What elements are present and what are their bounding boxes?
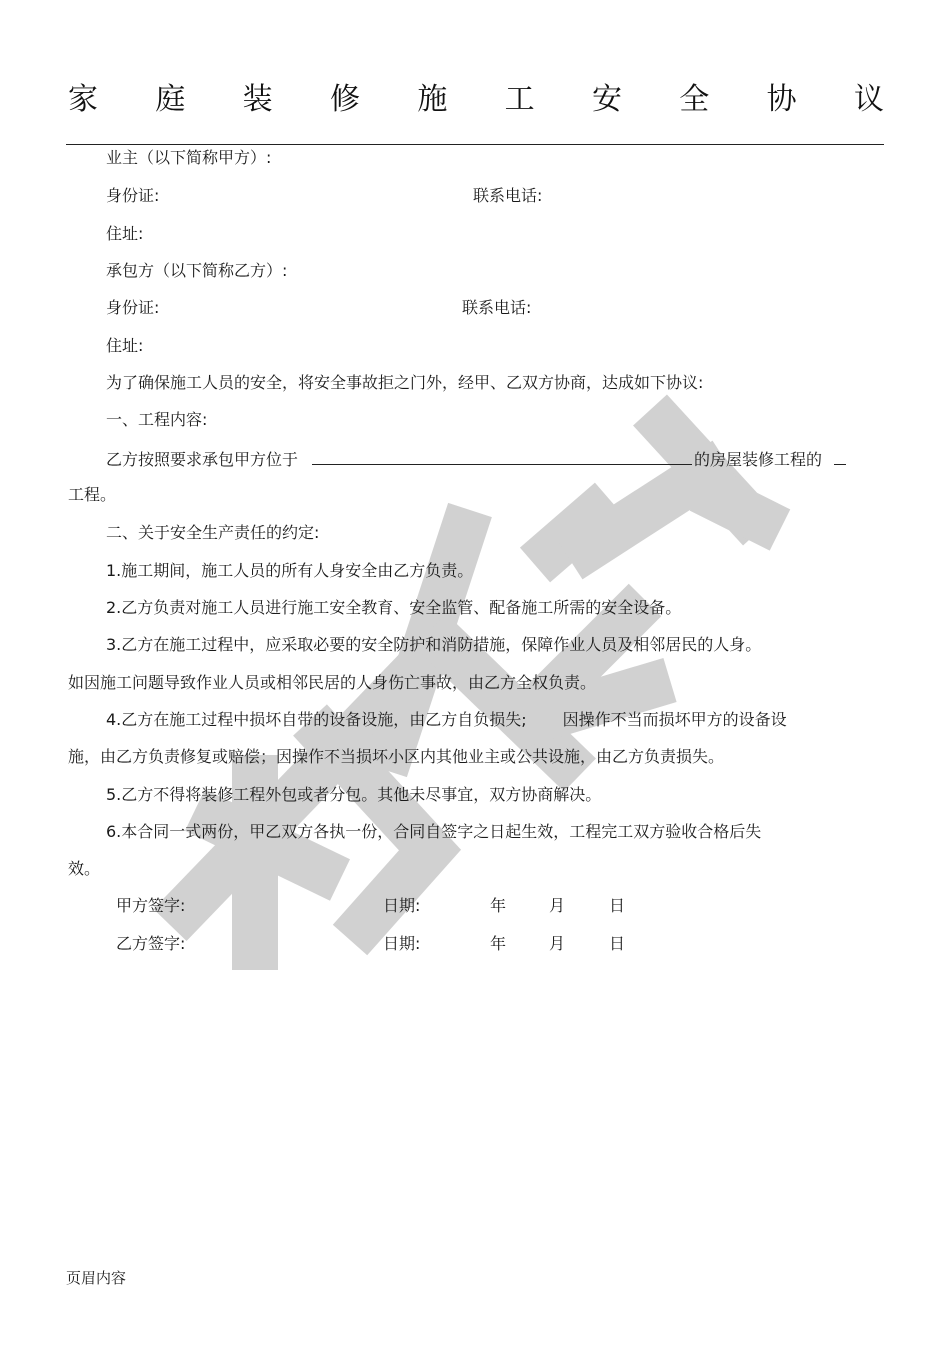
clause-4-line2: 施，由乙方负责修复或赔偿；因操作不当损坏小区内其他业主或公共设施，由乙方负责损失。 xyxy=(68,747,725,766)
contractor-label: 承包方（以下简称乙方）: xyxy=(106,261,288,280)
clause-5: 5.乙方不得将装修工程外包或者分包。其他未尽事宜，双方协商解决。 xyxy=(106,785,602,804)
clause-1: 1.施工期间，施工人员的所有人身安全由乙方负责。 xyxy=(106,561,474,580)
owner-phone-label: 联系电话: xyxy=(473,186,543,205)
section2-heading: 二、关于安全生产责任的约定: xyxy=(106,523,320,542)
project-continuation: 工程。 xyxy=(68,485,117,504)
title-char: 修 xyxy=(329,82,360,117)
clause-4-line1 xyxy=(106,708,787,732)
title-char: 议 xyxy=(853,82,884,117)
clause-2: 2.乙方负责对施工人员进行施工安全教育、安全监管、配备施工所需的安全设备。 xyxy=(106,598,682,617)
document-title xyxy=(68,80,884,120)
section1-heading: 一、工程内容: xyxy=(106,410,208,429)
owner-label: 业主（以下简称甲方）: xyxy=(106,148,272,167)
title-char: 协 xyxy=(766,82,797,117)
title-char: 庭 xyxy=(155,82,186,117)
contractor-id-label: 身份证: xyxy=(106,298,160,317)
owner-address-label: 住址: xyxy=(106,224,144,243)
party-a-year: 年 xyxy=(490,896,507,915)
project-location-suffix: 的房屋装修工程的 xyxy=(694,450,823,469)
party-b-year: 年 xyxy=(490,934,507,953)
clause-6-line2: 效。 xyxy=(68,859,101,878)
clause-6-line1: 6.本合同一式两份，甲乙双方各执一份，合同自签字之日起生效，工程完工双方验收合格后失 xyxy=(106,822,762,841)
clause-3-line2: 如因施工问题导致作业人员或相邻民居的人身伤亡事故，由乙方全权负责。 xyxy=(68,673,597,692)
clause-3-line1: 3.乙方在施工过程中，应采取必要的安全防护和消防措施，保障作业人员及相邻居民的人身。 xyxy=(106,635,762,654)
project-location-blank[interactable] xyxy=(312,446,692,465)
party-a-day: 日 xyxy=(609,896,626,915)
title-divider xyxy=(66,144,884,145)
party-b-month: 月 xyxy=(549,934,566,953)
title-char: 安 xyxy=(591,82,622,117)
clause-4-part-a: 4.乙方在施工过程中损坏自带的设备设施，由乙方自负损失; xyxy=(106,710,527,729)
project-location-prefix: 乙方按照要求承包甲方位于 xyxy=(106,450,299,469)
title-char: 家 xyxy=(68,82,98,117)
project-location-line xyxy=(106,446,846,472)
party-a-date-label: 日期: xyxy=(383,896,421,915)
title-char: 装 xyxy=(242,82,273,117)
contractor-phone-label: 联系电话: xyxy=(462,298,532,317)
title-char: 工 xyxy=(504,82,535,117)
owner-id-label: 身份证: xyxy=(106,186,160,205)
party-b-day: 日 xyxy=(609,934,626,953)
page-footer: 页眉内容 xyxy=(66,1269,127,1287)
party-b-date-label: 日期: xyxy=(383,934,421,953)
clause-4-part-b: 因操作不当而损坏甲方的设备设 xyxy=(562,710,787,729)
title-char: 全 xyxy=(679,82,710,117)
party-b-signature-label: 乙方签字: xyxy=(116,934,186,953)
intro-paragraph: 为了确保施工人员的安全，将安全事故拒之门外，经甲、乙双方协商，达成如下协议: xyxy=(106,373,704,392)
contractor-address-label: 住址: xyxy=(106,336,144,355)
party-a-month: 月 xyxy=(549,896,566,915)
party-a-signature-label: 甲方签字: xyxy=(116,896,186,915)
project-type-blank[interactable] xyxy=(834,446,846,465)
title-char: 施 xyxy=(417,82,448,117)
